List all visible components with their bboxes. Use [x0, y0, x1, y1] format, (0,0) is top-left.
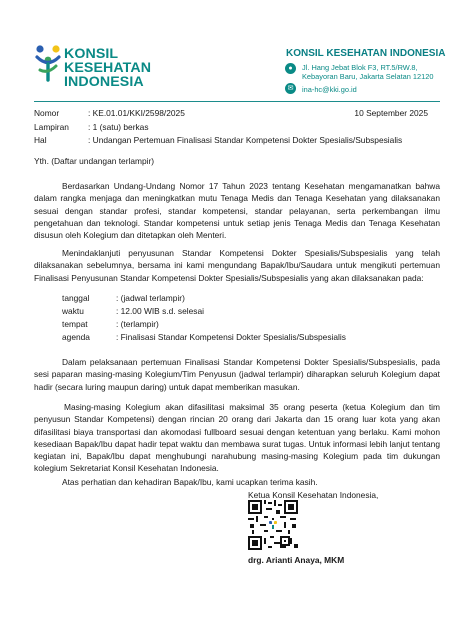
paragraph-1: [34, 180, 440, 241]
signatory-name: drg. Arianti Anaya, MKM: [248, 555, 345, 565]
paragraph-2: [34, 247, 440, 284]
p2-line: Finalisasi Penyusunan Standar Kompetensi Dokter Spesialis/Subspesialis yang akan dilaksanakan pada:: [34, 272, 424, 283]
logo-line-1: KONSIL: [64, 46, 119, 62]
nomor-label: Nomor: [34, 108, 60, 118]
org-title: KONSIL KESEHATAN INDONESIA: [286, 48, 446, 59]
location-pin-icon: ●: [285, 63, 296, 74]
p4-line: Masing-masing Kolegium akan difasilitasi maksimal 35 orang peserta (ketua Kolegium dan tim: [64, 402, 440, 412]
p1-line: sesuai dengan standar profesi, standar kompetensi, standar pelayanan, serta perkembangan ilmu: [34, 205, 440, 216]
p3-line: Dalam pelaksanaan pertemuan Finalisasi Standar Kompetensi Dokter Spesialis/Subspesialis, pada: [62, 357, 440, 367]
p1-line: dalam rangka menjaga dan meningkatkan mutu Tenaga Medis dan Tenaga Kesehatan yang dilaksanakan: [34, 193, 440, 204]
p1-line: pengetahuan dan teknologi. Standar kompetensi untuk setiap jenis Tenaga Medis dan Tenaga Kesehatan: [34, 217, 440, 228]
p4-line: difasilitasi biaya transportasi dan akomodasi fullboard sesuai dengan ketentuan yang berlaku. Kami mohon: [34, 426, 440, 437]
lampiran-label: Lampiran: [34, 122, 69, 132]
detail-value: : (jadwal terlampir): [116, 293, 185, 303]
recipient: Yth. (Daftar undangan terlampir): [34, 156, 155, 166]
p4-line: kegiatan ini, Bapak/Ibu dapat menghubungi narahubung masing-masing Kolegium pada tim dukungan: [34, 451, 440, 462]
nomor-value: : KE.01.01/KKI/2598/2025: [88, 108, 185, 118]
kki-logo-mark: [34, 44, 62, 84]
p3-line: sesi paparan masing-masing Kolegium/Tim Penyusun (jadwal terlampir) diharapkan seluruh Kolegium dapat: [34, 369, 440, 380]
p1-line: Berdasarkan Undang-Undang Nomor 17 Tahun 2023 tentang Kesehatan mengamanatkan bahwa: [62, 181, 440, 191]
detail-value: : Finalisasi Standar Kompetensi Dokter Spesialis/Subspesialis: [116, 332, 346, 342]
hal-value: : Undangan Pertemuan Finalisasi Standar Kompetensi Dokter Spesialis/Subspesialis: [88, 135, 403, 145]
letter-date: 10 September 2025: [354, 108, 428, 118]
p4-line: penyusun Standar Kompetensi) dengan rincian 20 orang dari Jakarta dan 15 orang luar kota yang akan: [34, 414, 440, 425]
paragraph-4: [34, 401, 440, 475]
closing-line: Atas perhatian dan kehadiran Bapak/Ibu, kami ucapkan terima kasih.: [62, 477, 318, 487]
paragraph-3: [34, 356, 440, 393]
p2-line: Menindaklanjuti penyusunan Standar Kompetensi Dokter Spesialis/Subspesialis yang telah: [62, 248, 440, 258]
logo-line-2: KESEHATAN: [64, 60, 152, 77]
lampiran-value: : 1 (satu) berkas: [88, 122, 149, 132]
detail-value: : 12.00 WIB s.d. selesai: [116, 306, 204, 316]
hal-label: Hal: [34, 135, 47, 145]
signatory-title: Ketua Konsil Kesehatan Indonesia,: [248, 490, 379, 500]
p4-line: kolegium Sekretariat Konsil Kesehatan Indonesia.: [34, 463, 219, 474]
email-link[interactable]: ina-hc@kki.go.id: [302, 85, 357, 94]
address: [302, 63, 433, 81]
p4-line: kesediaan Bapak/Ibu dapat hadir tepat waktu dan membawa surat tugas. Untuk informasi lebih lanjut tentang: [34, 438, 440, 449]
header-divider: [34, 101, 440, 102]
address-line-2: Kebayoran Baru, Jakarta Selatan 12120: [302, 72, 434, 82]
detail-label: waktu: [62, 306, 84, 316]
logo-wordmark: [64, 47, 151, 90]
p2-line: dilaksanakan sebelumnya, bersama ini kami mengundang Bapak/Ibu/Saudara untuk mengikuti pertemuan: [34, 260, 440, 271]
p3-line: hadir (secara luring maupun daring) untuk dapat memberikan masukan.: [34, 381, 300, 392]
detail-label: agenda: [62, 332, 90, 342]
address-line-1: Jl. Hang Jebat Blok F3, RT.5/RW.8,: [302, 63, 418, 72]
detail-label: tanggal: [62, 293, 90, 303]
logo-line-3: INDONESIA: [64, 74, 144, 91]
detail-label: tempat: [62, 319, 88, 329]
qr-code: [248, 500, 298, 550]
p1-line: disusun oleh Kolegium dan ditetapkan oleh Menteri.: [34, 230, 227, 241]
detail-value: : (terlampir): [116, 319, 159, 329]
email-icon: ✉: [285, 83, 296, 94]
